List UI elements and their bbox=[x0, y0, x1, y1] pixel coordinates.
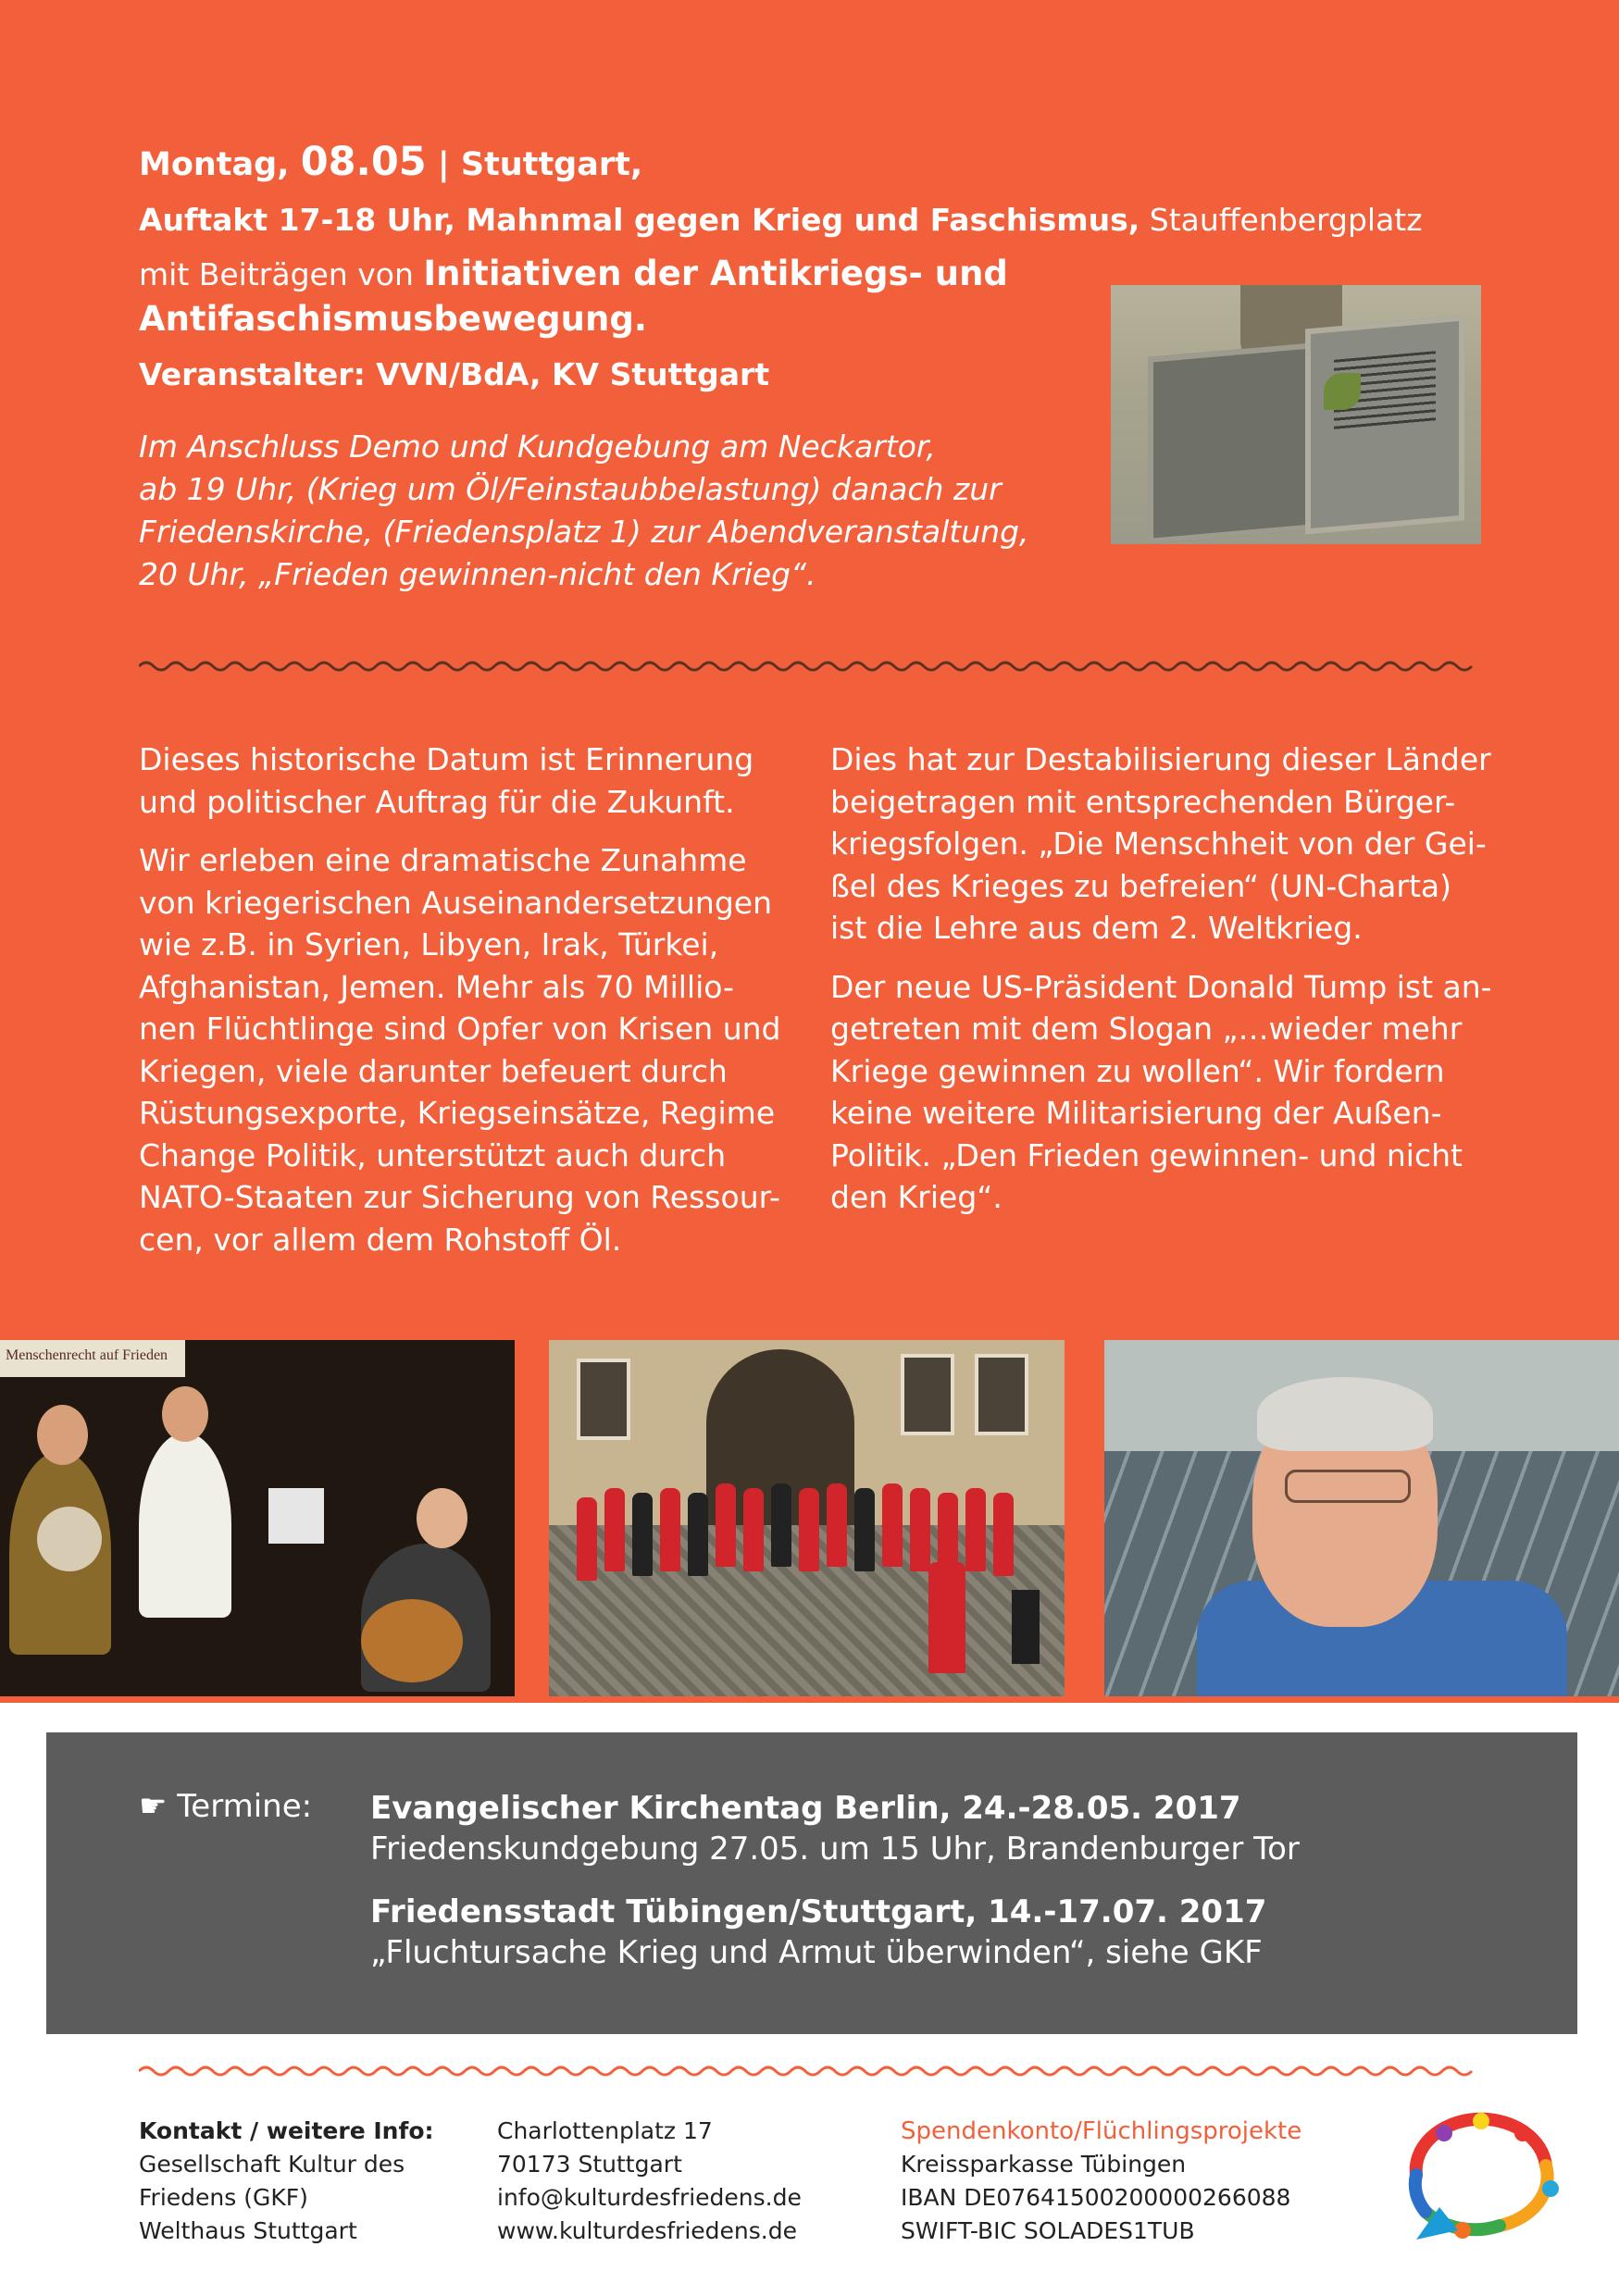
kickoff-place: Stauffenbergplatz bbox=[1149, 202, 1423, 238]
text-line: kriegsfolgen. „Die Menschheit von der Gei- bbox=[830, 825, 1487, 862]
guitar bbox=[361, 1599, 463, 1682]
hair bbox=[1257, 1377, 1433, 1451]
music-stand bbox=[268, 1488, 324, 1544]
choir-singer bbox=[688, 1493, 708, 1576]
choir-singer bbox=[771, 1483, 791, 1567]
choir-singer bbox=[882, 1483, 903, 1567]
event-date: 08.05 bbox=[300, 139, 427, 185]
text-line: wie z.B. in Syrien, Libyen, Irak, Türkei, bbox=[139, 926, 719, 962]
footer-contact bbox=[139, 2115, 434, 2248]
violinist-head bbox=[162, 1386, 208, 1442]
speaker-box bbox=[1012, 1590, 1040, 1664]
rainbow-bead-logo-icon bbox=[1389, 2101, 1574, 2249]
choir-conductor bbox=[928, 1562, 965, 1673]
followup-line: ab 19 Uhr, (Krieg um Öl/Feinstaubbelastung) danach zur bbox=[139, 471, 1002, 507]
text-line: Kriege gewinnen zu wollen“. Wir fordern bbox=[830, 1052, 1445, 1089]
text-line: keine weitere Militarisierung der Außen- bbox=[830, 1095, 1442, 1131]
text-line: Politik. „Den Frieden gewinnen- und nicht bbox=[830, 1136, 1463, 1173]
choir-singer bbox=[632, 1493, 653, 1576]
contact-heading: Kontakt / weitere Info: bbox=[139, 2117, 434, 2144]
termin-item bbox=[370, 1892, 1527, 1973]
choir-photo bbox=[549, 1340, 1065, 1696]
termin-title: Friedensstadt Tübingen/Stuttgart, 14.-17.07. 2017 bbox=[370, 1893, 1267, 1930]
email-link[interactable]: info@kulturdesfriedens.de bbox=[497, 2184, 802, 2211]
footer-address bbox=[497, 2115, 802, 2248]
musician-head bbox=[37, 1405, 88, 1465]
window bbox=[901, 1354, 954, 1435]
choir-singer bbox=[604, 1488, 625, 1571]
wavy-divider bbox=[139, 657, 1481, 676]
weekday: Montag, bbox=[139, 146, 290, 183]
kickoff-text: Auftakt 17-18 Uhr, Mahnmal gegen Krieg und Faschismus, bbox=[139, 202, 1140, 238]
contributors-bold-b: Antifaschismusbewegung. bbox=[139, 299, 647, 339]
organizer: Veranstalter: VVN/BdA, KV Stuttgart bbox=[139, 356, 770, 392]
text-line: NATO-Staaten zur Sicherung von Ressour- bbox=[139, 1179, 780, 1215]
bouzouki bbox=[37, 1507, 102, 1571]
text-line: Change Politik, unterstützt auch durch bbox=[139, 1136, 727, 1173]
text-line: Der neue US-Präsident Donald Tump ist an- bbox=[830, 968, 1492, 1005]
text-line: Afghanistan, Jemen. Mehr als 70 Millio- bbox=[139, 968, 734, 1005]
text-line: den Krieg“. bbox=[830, 1179, 1003, 1215]
wavy-divider-footer bbox=[139, 2062, 1481, 2080]
bank-name: Kreissparkasse Tübingen bbox=[901, 2151, 1187, 2178]
text-line: und politischer Auftrag für die Zukunft. bbox=[139, 783, 735, 820]
iban: IBAN DE07641500200000266088 bbox=[901, 2184, 1291, 2211]
text-line: Kriegen, viele darunter befeuert durch bbox=[139, 1052, 728, 1089]
contributors-bold-a: Initiativen der Antikriegs- und bbox=[423, 254, 1008, 293]
donation-heading: Spendenkonto/Flüchlingsprojekte bbox=[901, 2117, 1302, 2145]
text-line: nen Flüchtlinge sind Opfer von Krisen und bbox=[139, 1011, 781, 1047]
event-city: | Stuttgart, bbox=[437, 146, 643, 183]
followup-line: Friedenskirche, (Friedensplatz 1) zur Abendveranstaltung, bbox=[139, 514, 1029, 550]
contributors-prefix: mit Beiträgen von bbox=[139, 256, 414, 292]
concert-banner bbox=[0, 1340, 185, 1377]
choir-singer bbox=[577, 1497, 597, 1581]
termine-label: ☛ Termine: bbox=[139, 1788, 313, 1825]
memorial-photo bbox=[1111, 285, 1481, 544]
choir-singer bbox=[743, 1488, 764, 1571]
termine-box bbox=[46, 1732, 1577, 2034]
text-column-right bbox=[830, 722, 1492, 1235]
window bbox=[975, 1354, 1028, 1435]
memorial-plaque-inscribed bbox=[1305, 315, 1464, 534]
address-street: Charlottenplatz 17 bbox=[497, 2117, 713, 2144]
choir-singer bbox=[799, 1488, 819, 1571]
window bbox=[577, 1359, 630, 1440]
violinist bbox=[139, 1433, 231, 1618]
glasses bbox=[1285, 1470, 1411, 1503]
text-line: beigetragen mit entsprechenden Bürger- bbox=[830, 783, 1456, 820]
choir-singer bbox=[993, 1493, 1014, 1576]
choir-singer bbox=[827, 1483, 847, 1567]
text-line: cen, vor allem dem Rohstoff Öl. bbox=[139, 1221, 622, 1258]
termin-title: Evangelischer Kirchentag Berlin, 24.-28.05. 2017 bbox=[370, 1790, 1241, 1827]
event-contributors bbox=[139, 252, 1065, 342]
concert-photo bbox=[0, 1340, 515, 1696]
text-line: ist die Lehre aus dem 2. Weltkrieg. bbox=[830, 910, 1363, 946]
guitarist-head bbox=[417, 1488, 467, 1548]
text-line: von kriegerischen Auseinandersetzungen bbox=[139, 884, 772, 921]
concert-banner-text: Menschenrecht auf Frieden bbox=[6, 1347, 168, 1363]
choir-singer bbox=[854, 1488, 875, 1571]
contact-line: Friedens (GKF) bbox=[139, 2184, 308, 2211]
choir-singer bbox=[965, 1488, 986, 1571]
text-column-left bbox=[139, 722, 781, 1277]
event-date-line bbox=[139, 139, 642, 185]
event-kickoff-line bbox=[139, 202, 1423, 238]
swift-bic: SWIFT-BIC SOLADES1TUB bbox=[901, 2217, 1195, 2244]
address-city: 70173 Stuttgart bbox=[497, 2151, 682, 2178]
followup-line: Im Anschluss Demo und Kundgebung am Neckartor, bbox=[139, 428, 936, 465]
footer-donation bbox=[901, 2115, 1301, 2248]
event-followup-text bbox=[139, 426, 1029, 596]
plant bbox=[1324, 373, 1361, 410]
choir-singer bbox=[716, 1483, 736, 1567]
choir-singer bbox=[910, 1488, 930, 1571]
website-link[interactable]: www.kulturdesfriedens.de bbox=[497, 2217, 797, 2244]
text-line: ßel des Krieges zu befreien“ (UN-Charta) bbox=[830, 867, 1452, 904]
text-line: Wir erleben eine dramatische Zunahme bbox=[139, 842, 747, 878]
text-line: getreten mit dem Slogan „…wieder mehr bbox=[830, 1011, 1463, 1047]
contact-line: Gesellschaft Kultur des bbox=[139, 2151, 405, 2178]
text-line: Rüstungsexporte, Kriegseinsätze, Regime bbox=[139, 1095, 776, 1131]
termin-subtitle: Friedenskundgebung 27.05. um 15 Uhr, Brandenburger Tor bbox=[370, 1831, 1300, 1868]
termin-subtitle: „Fluchtursache Krieg und Armut überwinden“, siehe GKF bbox=[370, 1934, 1263, 1971]
termin-item bbox=[370, 1788, 1527, 1869]
text-line: Dieses historische Datum ist Erinnerung bbox=[139, 741, 754, 777]
memorial-plaque bbox=[1148, 342, 1316, 544]
portrait-photo bbox=[1104, 1340, 1619, 1696]
followup-line: 20 Uhr, „Frieden gewinnen-nicht den Krieg“. bbox=[139, 556, 816, 592]
choir-singer bbox=[660, 1488, 680, 1571]
text-line: Dies hat zur Destabilisierung dieser Länder bbox=[830, 741, 1491, 777]
contact-line: Welthaus Stuttgart bbox=[139, 2217, 357, 2244]
